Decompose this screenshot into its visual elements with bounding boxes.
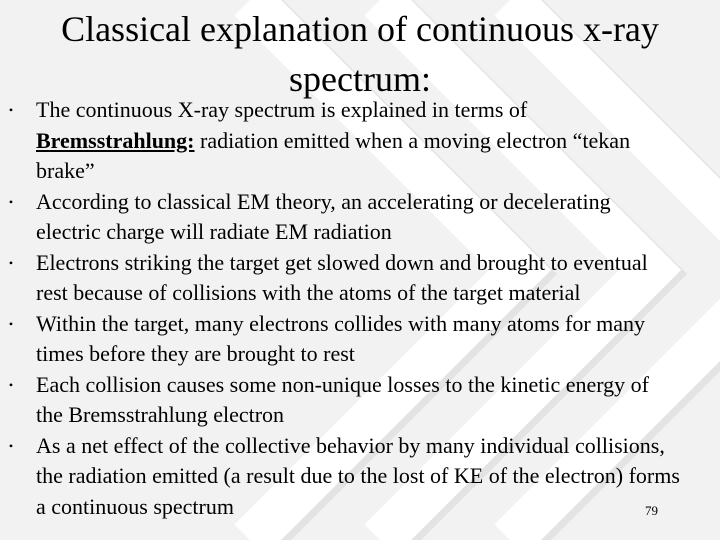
bullet-item <box>0 309 680 370</box>
bullet-icon: • <box>8 316 14 331</box>
bullet-list <box>0 95 680 522</box>
bullet-icon: • <box>8 377 14 392</box>
bremsstrahlung-term: Bremsstrahlung: <box>36 127 195 153</box>
bullet-icon: • <box>8 194 14 209</box>
bullet-text: As a net effect of the collective behavior by many individual collisions, the radiation emitted (a result due to the lost of KE of the electron) forms a continuous spectrum <box>36 432 680 519</box>
bullet-item <box>0 248 680 309</box>
bullet-item <box>0 370 680 431</box>
bullet-text: The continuous X-ray spectrum is explained in terms of <box>36 97 528 122</box>
bullet-icon: • <box>8 438 14 453</box>
bullet-text: radiation emitted when a moving electron “tekan brake” <box>36 127 631 183</box>
bullet-text: Within the target, many electrons collides with many atoms for many times before they are brought to rest <box>36 310 646 366</box>
bullet-item <box>0 95 680 187</box>
bullet-icon: • <box>8 103 14 117</box>
bullet-icon: • <box>8 255 14 270</box>
page-number: 79 <box>645 503 658 518</box>
slide-title: Classical explanation of continuous x-ray spectrum: <box>61 9 659 99</box>
bullet-text: Electrons striking the target get slowed down and brought to eventual rest because of collisions with the atoms of the target material <box>36 249 648 305</box>
bullet-item <box>0 187 680 248</box>
bullet-item <box>0 431 680 523</box>
bullet-text: Each collision causes some non-unique losses to the kinetic energy of the Bremsstrahlung electron <box>36 371 650 427</box>
bullet-text: According to classical EM theory, an accelerating or decelerating electric charge will radiate EM radiation <box>36 188 611 244</box>
